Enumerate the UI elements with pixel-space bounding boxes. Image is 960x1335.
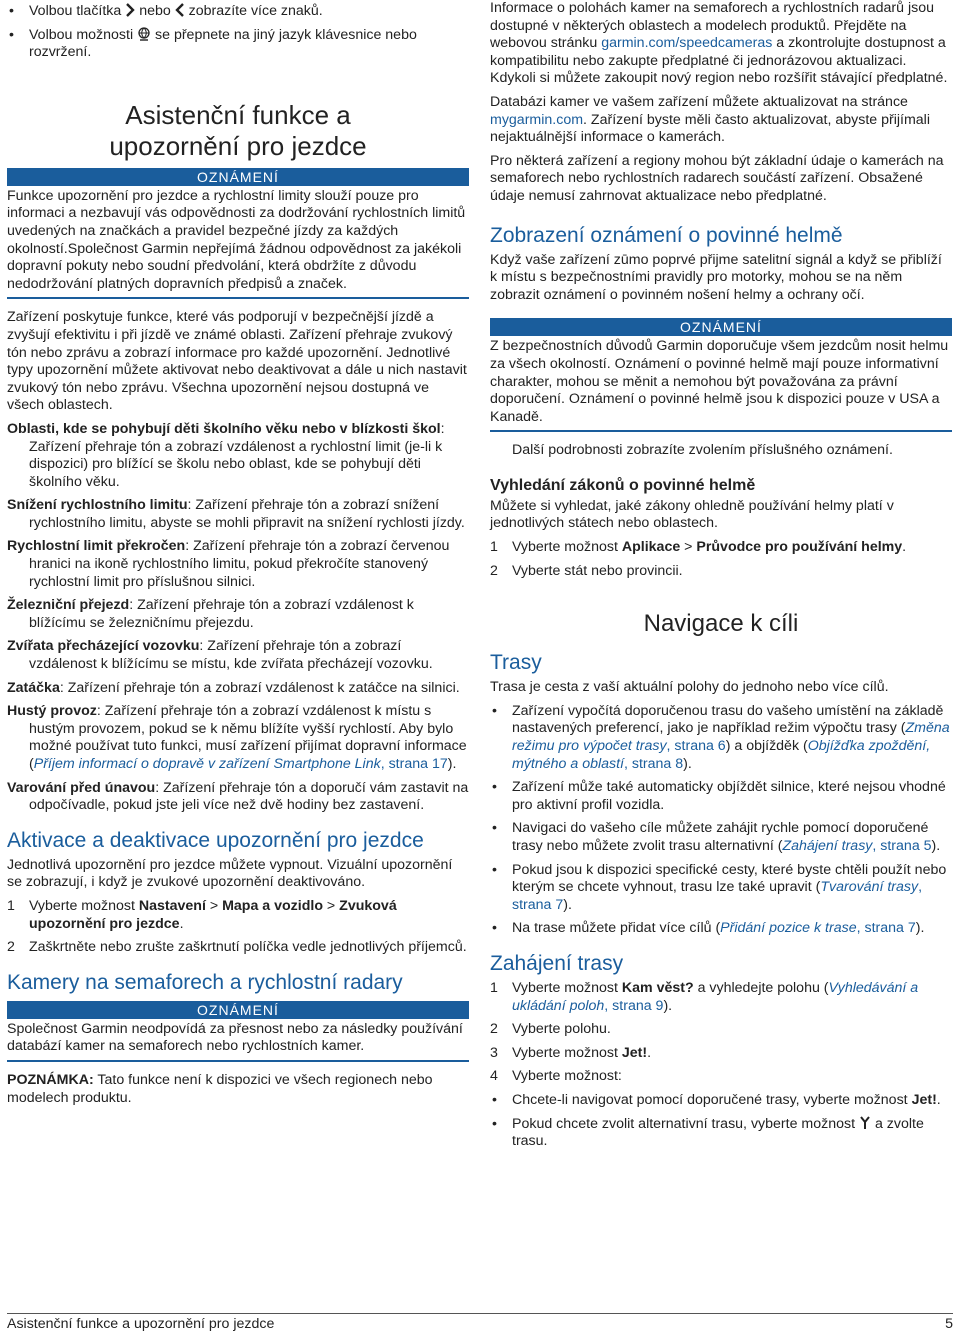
alert-item: Oblasti, kde se pohybují děti školního věku nebo v blízkosti škol: Zařízení přehraje tón a zobrazí vzdálenost a rychlostní limit (je-li k dispozici) pro blížící se školu nebo oblast, kde se pohybují děti školního věku.	[7, 420, 445, 490]
helmet-text: Když vaše zařízení zūmo poprvé přijme satelitní signál a když se přiblíží k místu s bezpečnostními pravidly pro motorky, mohou se na něm zobrazit oznámení o povinném nošení helmy a ochrany očí.	[490, 251, 942, 303]
activate-text: Jednotlivá upozornění pro jezdce můžete vypnout. Vizuální upozornění se zobrazují, i když je zvukové upozornění deaktivováno.	[7, 856, 453, 891]
step: 1 Vyberte možnost Nastavení > Mapa a vozidlo > Zvuková upozornění pro jezdce.	[7, 897, 397, 932]
helmet-notice-heading: Zobrazení oznámení o povinné helmě	[490, 223, 843, 247]
step: 3 Vyberte možnost Jet!.	[490, 1044, 652, 1061]
activate-steps	[7, 898, 469, 957]
detour-page-link[interactable]: , strana 8	[624, 755, 684, 772]
traffic-page-link[interactable]: , strana 17	[380, 756, 448, 772]
chevron-left-icon	[175, 3, 185, 17]
list-item: • Volbou možnosti se přepnete na jiný jazyk klávesnice nebo rozvržení.	[7, 27, 469, 62]
alert-item: Zvířata přecházející vozovku: Zařízení přehraje tón a zobrazí vzdálenost k blížícímu se místu, kde zvířata přecházejí vozovku.	[7, 638, 433, 673]
page-footer	[7, 1313, 953, 1334]
route-options-list	[490, 1092, 952, 1151]
cameras-heading: Kamery na semaforech a rychlostní radary	[7, 970, 403, 994]
search-locations-page-link[interactable]: , strana 9	[604, 997, 664, 1014]
shape-route-page-link[interactable]: , strana 7	[512, 879, 923, 913]
detour-link[interactable]: Objížďka zpoždění, mýtného a oblastí	[512, 738, 931, 772]
alert-types	[7, 421, 469, 815]
chevron-right-icon	[125, 3, 135, 17]
notice-header: OZNÁMENÍ	[490, 318, 952, 336]
search-locations-link[interactable]: Vyhledávání a ukládání poloh	[512, 979, 919, 1014]
add-location-page-link[interactable]: , strana 7	[856, 920, 916, 937]
list-item: • Chcete-li navigovat pomocí doporučené trasy, vyberte možnost Jet!.	[490, 1092, 952, 1110]
list-item: • Navigaci do vašeho cíle můžete zahájit rychle pomocí doporučené trasy nebo můžete zvolit trasu alternativní (Zahájení trasy, strana 5).	[490, 820, 952, 855]
activate-alerts-heading: Aktivace a deaktivace upozornění pro jezdce	[7, 828, 424, 852]
start-route-link[interactable]: Zahájení trasy	[782, 838, 873, 854]
laws-text: Můžete si vyhledat, jaké zákony ohledně používání helmy platí v jednotlivých státech nebo oblastech.	[490, 497, 894, 532]
notice-body: Funkce upozornění pro jezdce a rychlostní limity slouží pouze pro informaci a nezbavují vás odpovědnosti za dodržování rychlostních limitů uvedených na značkách a pravidel bezpečné jízdy za každých okolností.Společnost Garmin nepřejímá žádnou odpovědnost za jakékoli dopravní pokuty nebo soudní předvolání, která obdržíte z důvodu nedodržování platných dopravních předpisů a značek.	[7, 188, 469, 300]
alert-item: Snížení rychlostního limitu: Zařízení přehraje tón a zobrazí snížení rychlostního limitu, abyste se mohli připravit na snížení rychlosti jízdy.	[7, 497, 465, 531]
laws-steps	[490, 539, 952, 580]
routes-list	[490, 703, 952, 938]
helmet-laws-heading: Vyhledání zákonů o povinné helmě	[490, 476, 756, 494]
list-item: • Volbou tlačítka nebo zobrazíte více znaků.	[7, 3, 469, 21]
globe-language-icon	[137, 27, 151, 41]
right-column	[490, 0, 952, 1157]
start-route-steps	[490, 980, 952, 1086]
note-paragraph: POZNÁMKA: Tato funkce není k dispozici ve všech regionech nebo modelech produktu.	[7, 1071, 433, 1106]
alert-item: Železniční přejezd: Zařízení přehraje tón a zobrazí vzdálenost k blížícímu se železničnímu přejezdu.	[7, 597, 414, 631]
step: 1 Vyberte možnost Aplikace > Průvodce pro používání helmy.	[490, 539, 907, 556]
alert-item: Hustý provoz: Zařízení přehraje tón a zobrazí vzdálenost k místu s hustým provozem, pokud se k němu blížíte vyšší rychlostí. Aby bylo možné používat tuto funkci, musí zařízení přijímat dopravní informace (Příjem informací o dopravě v zařízení Smartphone Link, strana 17).	[7, 703, 467, 772]
list-item: • Pokud jsou k dispozici specifické cesty, které byste chtěli použít nebo kterým se chcete vyhnout, trasu lze také upravit (Tvarování trasy, strana 7).	[490, 862, 952, 915]
routes-text: Trasa je cesta z vaší aktuální polohy do jednoho nebo více cílů.	[490, 679, 889, 696]
traffic-info-link[interactable]: Příjem informací o dopravě v zařízení Smartphone Link	[33, 756, 381, 772]
notice-header: OZNÁMENÍ	[7, 168, 469, 186]
alert-item: Zatáčka: Zařízení přehraje tón a zobrazí vzdálenost k zatáčce na silnici.	[7, 679, 460, 696]
footer-title: Asistenční funkce a upozornění pro jezdce	[7, 1316, 275, 1332]
notice-header: OZNÁMENÍ	[7, 1001, 469, 1019]
list-item: • Zařízení může také automaticky objíždět silnice, které nejsou vhodné pro aktivní profil vozidla.	[490, 779, 952, 814]
page-number: 5	[945, 1316, 953, 1332]
start-route-heading: Zahájení trasy	[490, 951, 624, 975]
navigation-title: Navigace k cíli	[643, 610, 799, 638]
shape-route-link[interactable]: Tvarování trasy	[820, 879, 919, 896]
alert-item: Varování před únavou: Zařízení přehraje tón a doporučí vám zastavit na odpočívadle, pokud jste jeli více než dvě hodiny bez zastavení.	[7, 779, 469, 814]
cameras-preloaded-paragraph: Pro některá zařízení a regiony mohou být základní údaje o kamerách na semaforech nebo rychlostních radarech součástí zařízení. Obsažené údaje nemusí zahrnovat aktualizace nebo předplatné.	[490, 152, 944, 204]
alert-item: Rychlostní limit překročen: Zařízení přehraje tón a zobrazí červenou hranici na ikoně rychlostního limitu, pokud překročíte stanovený rychlostní limit pro příslušnou silnici.	[7, 538, 450, 590]
step: 1 Vyberte možnost Kam věst? a vyhledejte polohu (Vyhledávání a ukládání poloh, strana 9).	[490, 979, 919, 1014]
list-item: • Zařízení vypočítá doporučenou trasu do vašeho umístění na základě nastavených preferencí, jako je například režim výpočtu trasy (Změna režimu pro výpočet trasy, strana 6) a objížděk (Objížďka zpoždění, mýtného a oblastí, strana 8).	[490, 703, 952, 773]
list-item: • Na trase můžete přidat více cílů (Přidání pozice k trase, strana 7).	[490, 920, 952, 938]
add-location-link[interactable]: Přidání pozice k trase	[720, 920, 857, 937]
speedcameras-link[interactable]: garmin.com/speedcameras	[601, 35, 773, 52]
route-mode-link[interactable]: Změna režimu pro výpočet trasy	[512, 720, 950, 755]
step: 2 Vyberte stát nebo provincii.	[490, 562, 683, 579]
step: 2 Vyberte polohu.	[490, 1021, 611, 1038]
left-column	[7, 0, 469, 1113]
mygarmin-link[interactable]: mygarmin.com	[490, 111, 584, 128]
step: 2 Zaškrtněte nebo zrušte zaškrtnutí políčka vedle jednotlivých příjemců.	[7, 939, 467, 956]
step: 4 Vyberte možnost:	[490, 1068, 622, 1085]
route-mode-page-link[interactable]: , strana 6	[666, 738, 726, 755]
list-item: • Pokud chcete zvolit alternativní trasu, vyberte možnost a zvolte trasu.	[490, 1116, 952, 1151]
intro-paragraph: Zařízení poskytuje funkce, které vás podporují v bezpečnější jízdě a zvyšují efektivitu i při jízdě ve známé oblasti. Zařízení přehraje zvukový tón nebo zprávu a zobrazí informace pro každé upozornění. Jednotlivé typy upozornění můžete aktivovat nebo deaktivovat a dále u nich nastavit zvukový tón nebo zprávu. Všechna upozornění nejsou dostupná ve všech oblastech.	[7, 309, 467, 414]
cameras-update-paragraph: Databázi kamer ve vašem zařízení můžete aktualizovat na stránce mygarmin.com. Zařízení byste měli často aktualizovat, abyste přijímali nejaktuálnější informace o kamerách.	[490, 93, 930, 146]
notice-body: Společnost Garmin neodpovídá za přesnost nebo za následky používání databází kamer na semaforech nebo rychlostních kamer.	[7, 1021, 469, 1062]
keyboard-tips-list	[7, 3, 469, 62]
section-title: Asistenční funkce a upozornění pro jezdce	[109, 99, 367, 161]
helmet-more: Další podrobnosti zobrazíte zvolením příslušného oznámení.	[512, 442, 893, 459]
notice-body: Z bezpečnostních důvodů Garmin doporučuje všem jezdcům nosit helmu za všech okolností. Oznámení o povinné helmě mají pouze informativní charakter, mohou se měnit a nemohou být považována za právní doporučení. Oznámení o povinné helmě jsou k dispozici pouze v USA a Kanadě.	[490, 338, 952, 432]
start-route-page-link[interactable]: , strana 5	[872, 838, 932, 854]
cameras-info-paragraph: Informace o polohách kamer na semaforech a rychlostních radarů jsou dostupné v některých oblastech a modelech produktů. Přejděte na webovou stránku garmin.com/speedcameras a zkontrolujte dostupnost a kompatibilitu nebo zakupte předplatné či jednorázovou aktualizaci. Kdykoli si můžete zakoupit nový region nebo rozšířit stávající předplatné.	[490, 0, 948, 87]
routes-heading: Trasy	[490, 651, 542, 675]
route-fork-icon	[859, 1116, 871, 1130]
